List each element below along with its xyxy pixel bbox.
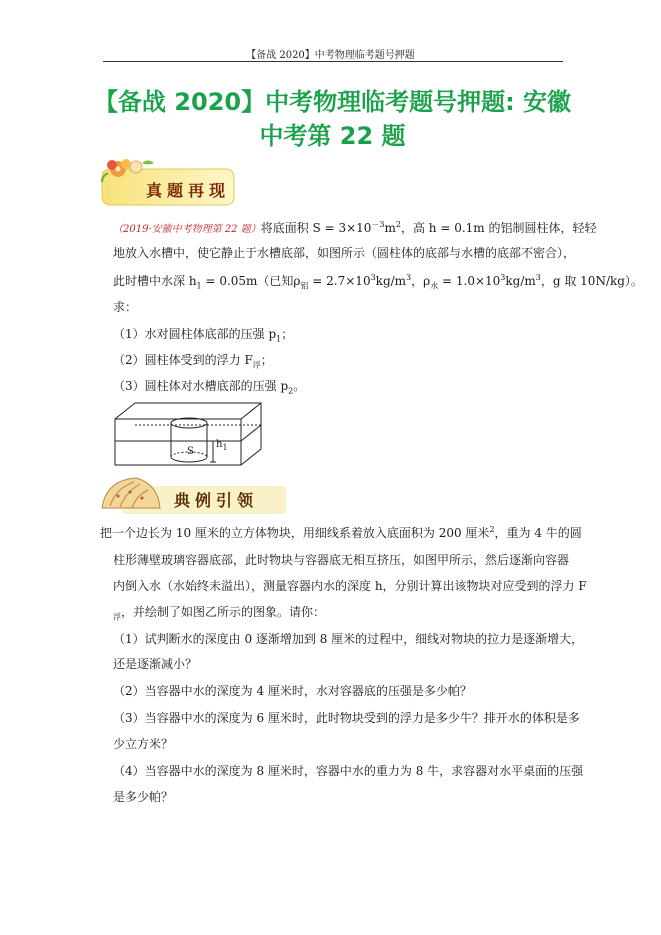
example-question-2: （2）当容器中水的深度为 4 厘米时，水对容器底的压强是多少帕？ [113,684,472,698]
figure-label-h1: $h_1$ [216,439,228,452]
page-header: 【备战 2020】中考物理临考题号押题 [246,50,415,61]
problem-line-3: 此时槽中水深 $h_1 = 0.05m$（已知$\rho_铝 = 2.7\times 10^3kg/m^3$，$\rho_水 = 1.0\times 10^3kg/m^3$，g 取 10N/kg）。 [113,273,643,291]
example-line-1: 把一个边长为 10 厘米的立方体物块，用细线系着放入底面积为 200 厘米$^2$，重为 4 牛的圆 [100,525,582,540]
problem-question-3: （3）圆柱体对水槽底部的压强 $p_2$。 [113,379,306,396]
shell-icon [102,478,160,508]
tank-figure [113,401,263,471]
section-banner-examples [98,474,288,522]
banner-label: 典例引领 [174,491,259,510]
example-question-4a: （4）当容器中水的深度为 8 厘米时，容器中水的重力为 8 牛，求容器对水平桌面的压强 [113,764,584,778]
problem-line-4: 求： [113,300,138,314]
example-question-3b: 少立方米？ [113,737,174,751]
example-question-3a: （3）当容器中水的深度为 6 厘米时，此时物块受到的浮力是多少牛？排开水的体积是多 [113,711,580,725]
example-line-4: $_浮$，并绘制了如图乙所示的图象。请你： [113,605,326,622]
example-line-3: 内倒入水（水始终未溢出），测量容器内水的深度 h，分别计算出该物块对应受到的浮力 F [113,579,587,593]
problem-question-1: （1）水对圆柱体底部的压强 $p_1$； [113,327,294,344]
example-question-1b: 还是逐渐减小？ [113,657,198,671]
header-rule [103,61,563,62]
problem-line-1: （2019·安徽中考物理第 22 题）将底面积 $S = 3\times 10^{-3}m^2$，高 h = 0.1m 的铝制圆柱体，轻轻 [113,220,597,235]
banner-label: 真题再现 [146,181,231,200]
example-question-4b: 是多少帕？ [113,790,174,804]
problem-line-2: 地放入水槽中，使它静止于水槽底部，如图所示（圆柱体的底部与水槽的底部不密合）， [113,246,576,260]
problem-source: （2019·安徽中考物理第 22 题） [113,224,261,235]
example-line-2: 柱形薄壁玻璃容器底部，此时物块与容器底无相互挤压，如图甲所示，然后逐渐向容器 [113,553,570,567]
problem-question-2: （2）圆柱体受到的浮力 $F_浮$； [113,353,273,370]
example-question-1a: （1）试判断水的深度由 0 逐渐增加到 8 厘米的过程中，细线对物块的拉力是逐渐增大， [113,632,584,646]
figure-label-s: S [187,446,194,457]
section-banner-real-exam [98,157,238,213]
doc-title-line2: 中考第 22 题 [259,122,406,150]
doc-title-line1: 【备战 2020】中考物理临考题号押题: 安徽 [93,88,572,116]
